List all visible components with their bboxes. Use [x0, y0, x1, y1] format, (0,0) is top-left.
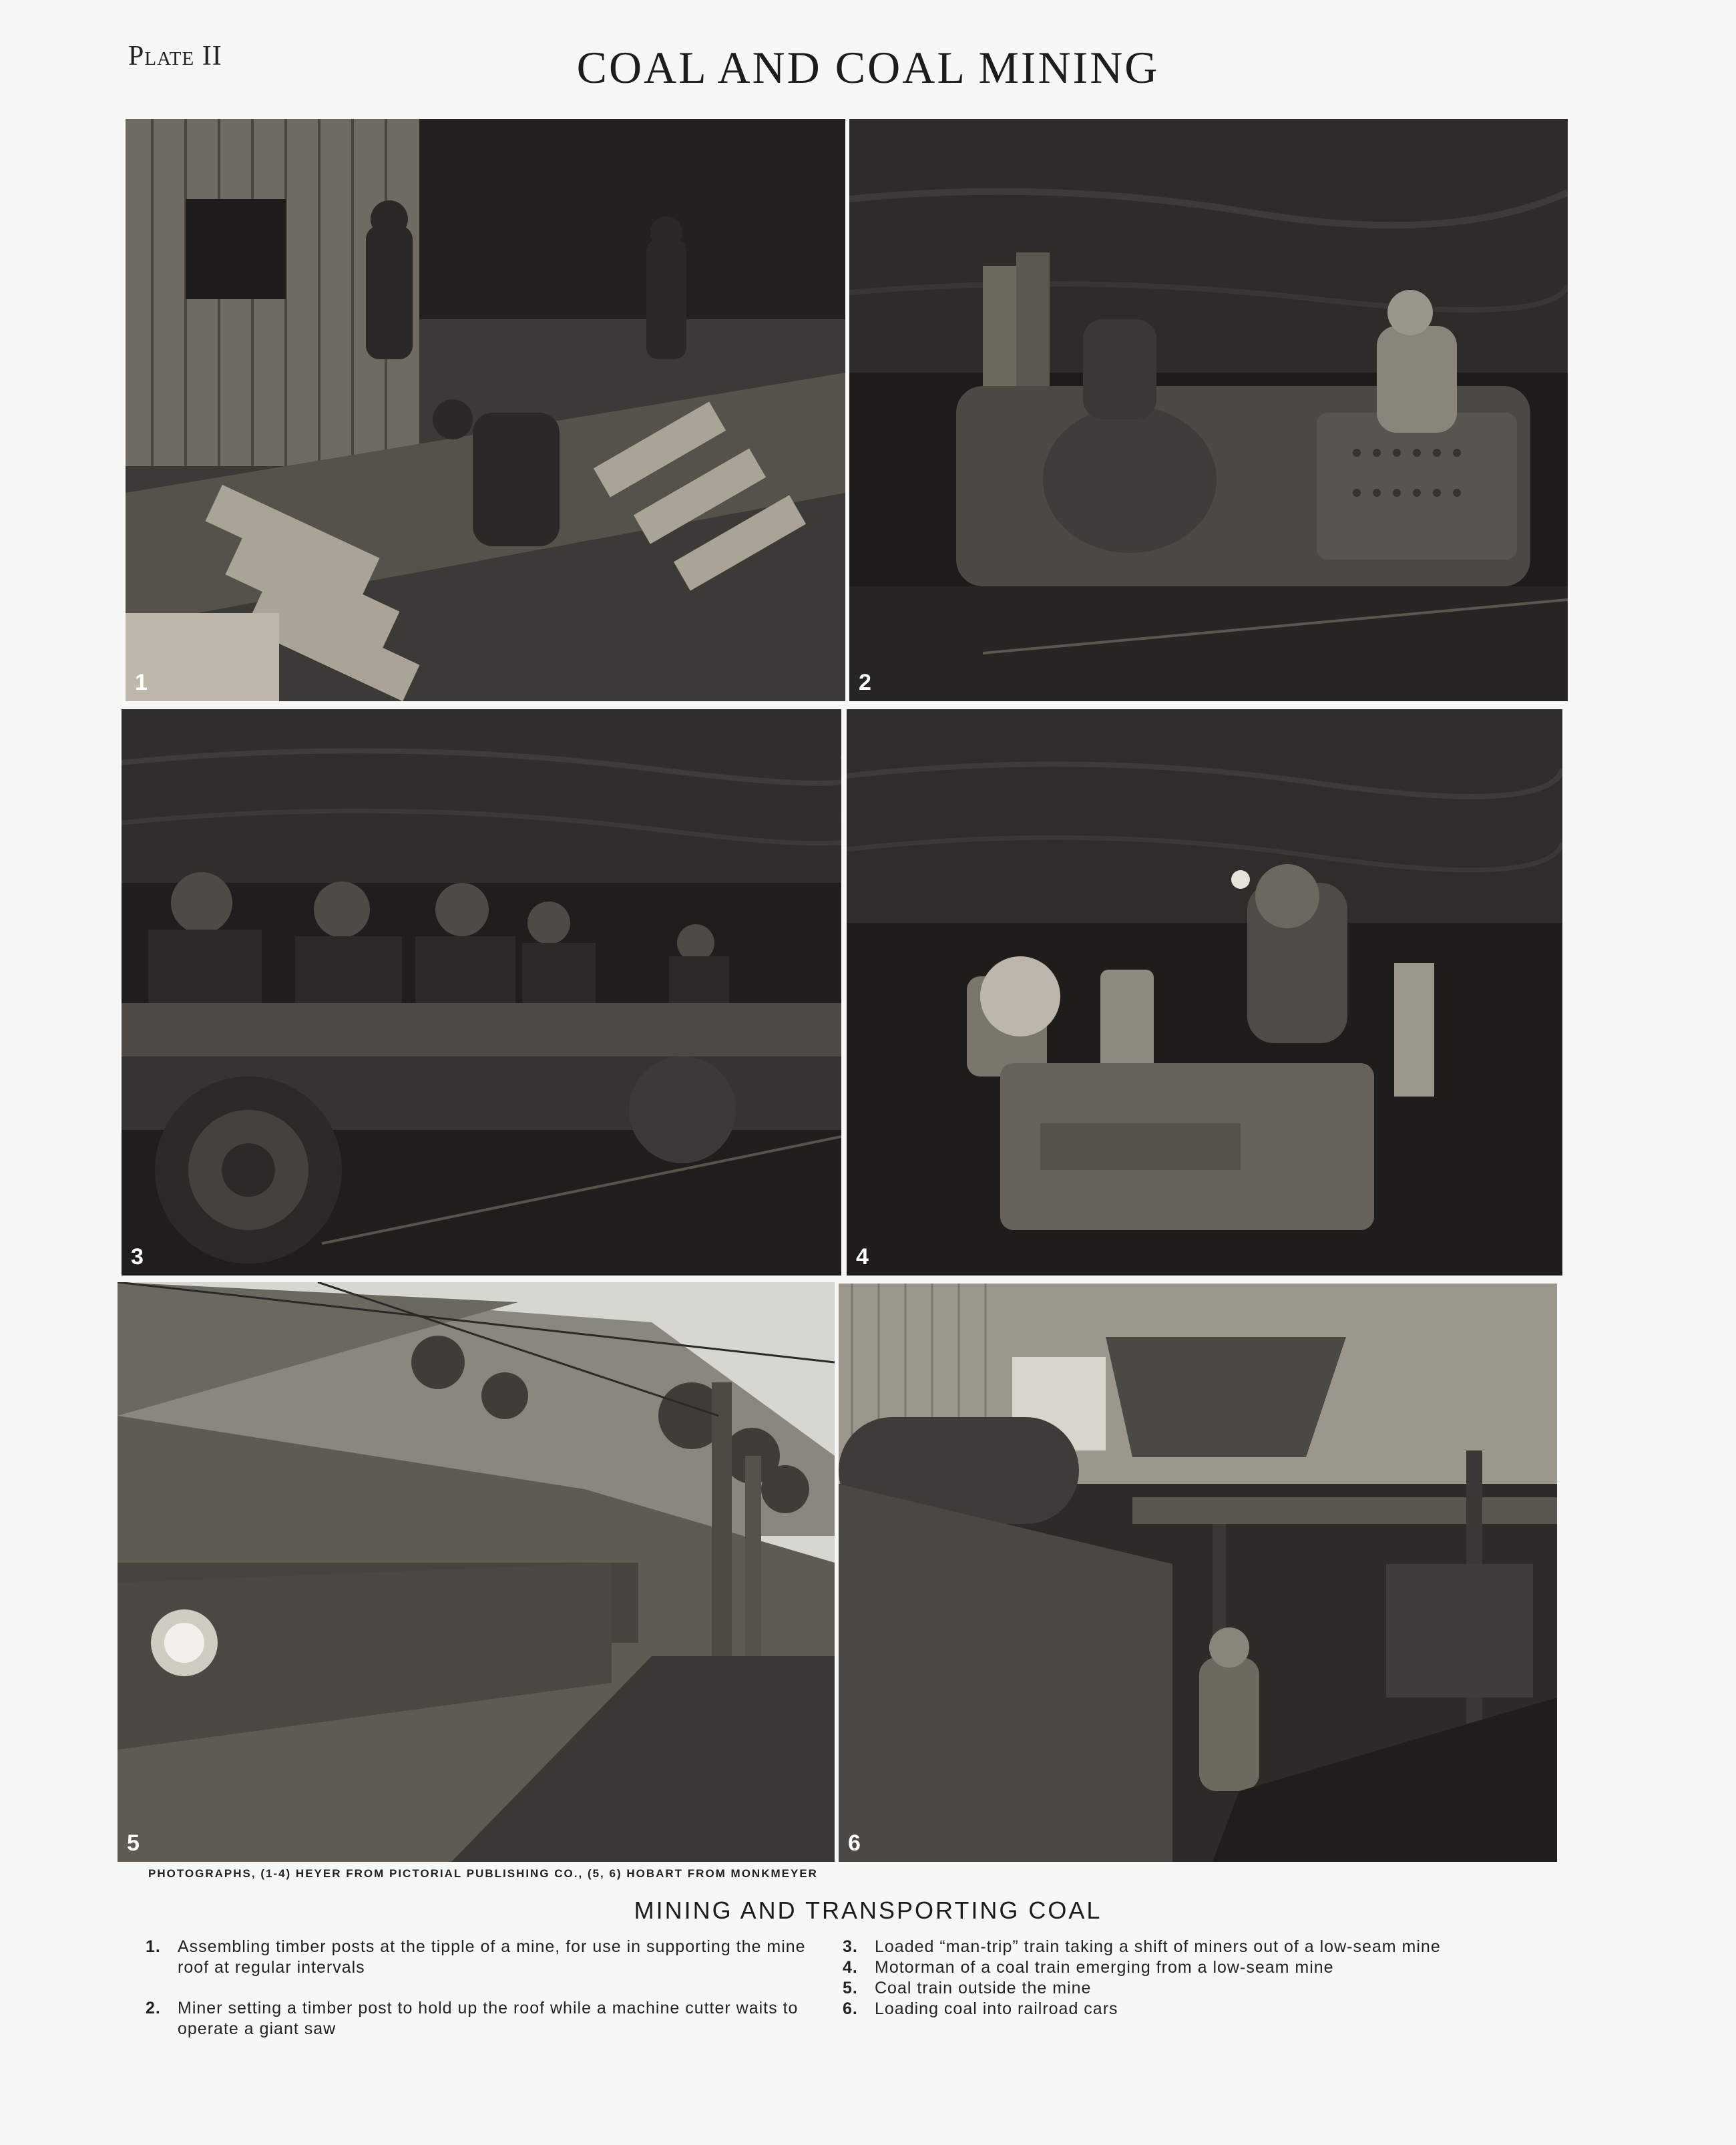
- caption-text: Loaded “man-trip” train taking a shift of miners out of a low-seam mine: [875, 1937, 1441, 1956]
- photo-number: 6: [848, 1830, 861, 1856]
- photo-number: 4: [856, 1244, 869, 1270]
- caption-text: Assembling timber posts at the tipple of a mine, for use in supporting the mine roof at regular intervals: [178, 1937, 806, 1977]
- photo-number: 1: [135, 670, 148, 695]
- photo-number: 2: [859, 670, 871, 695]
- caption-number: 1.: [146, 1937, 161, 1956]
- caption-column-right: [843, 1937, 1577, 2019]
- page-title: COAL AND COAL MINING: [576, 42, 1160, 93]
- photo-credit: PHOTOGRAPHS, (1-4) HEYER FROM PICTORIAL PUBLISHING CO., (5, 6) HOBART FROM MONKMEYER: [148, 1867, 818, 1880]
- photo-number: 3: [131, 1244, 144, 1270]
- photo-1: [126, 119, 845, 701]
- caption-item: [843, 1957, 1577, 1978]
- photo-6: [839, 1284, 1557, 1862]
- caption-heading: MINING AND TRANSPORTING COAL: [634, 1897, 1102, 1924]
- caption-number: 3.: [843, 1937, 858, 1956]
- photo-4: [847, 709, 1562, 1276]
- caption-text: Motorman of a coal train emerging from a low-seam mine: [875, 1958, 1334, 1977]
- photo-2: [849, 119, 1568, 701]
- caption-column-left: [146, 1937, 820, 2060]
- caption-text: Miner setting a timber post to hold up the roof while a machine cutter waits to operate a giant saw: [178, 1999, 799, 2038]
- caption-number: 2.: [146, 1999, 161, 2017]
- caption-item: [843, 1999, 1577, 2019]
- caption-text: Loading coal into railroad cars: [875, 1999, 1118, 2018]
- plate-label: Plate II: [128, 41, 222, 71]
- caption-item: [146, 1937, 820, 1978]
- caption-item: [146, 1998, 820, 2039]
- caption-number: 6.: [843, 1999, 858, 2018]
- photo-5: [118, 1282, 835, 1862]
- caption-item: [843, 1937, 1577, 1957]
- caption-number: 5.: [843, 1979, 858, 1997]
- caption-number: 4.: [843, 1958, 858, 1977]
- photo-number: 5: [127, 1830, 140, 1856]
- caption-text: Coal train outside the mine: [875, 1979, 1092, 1997]
- caption-item: [843, 1978, 1577, 1999]
- photo-3: [122, 709, 841, 1276]
